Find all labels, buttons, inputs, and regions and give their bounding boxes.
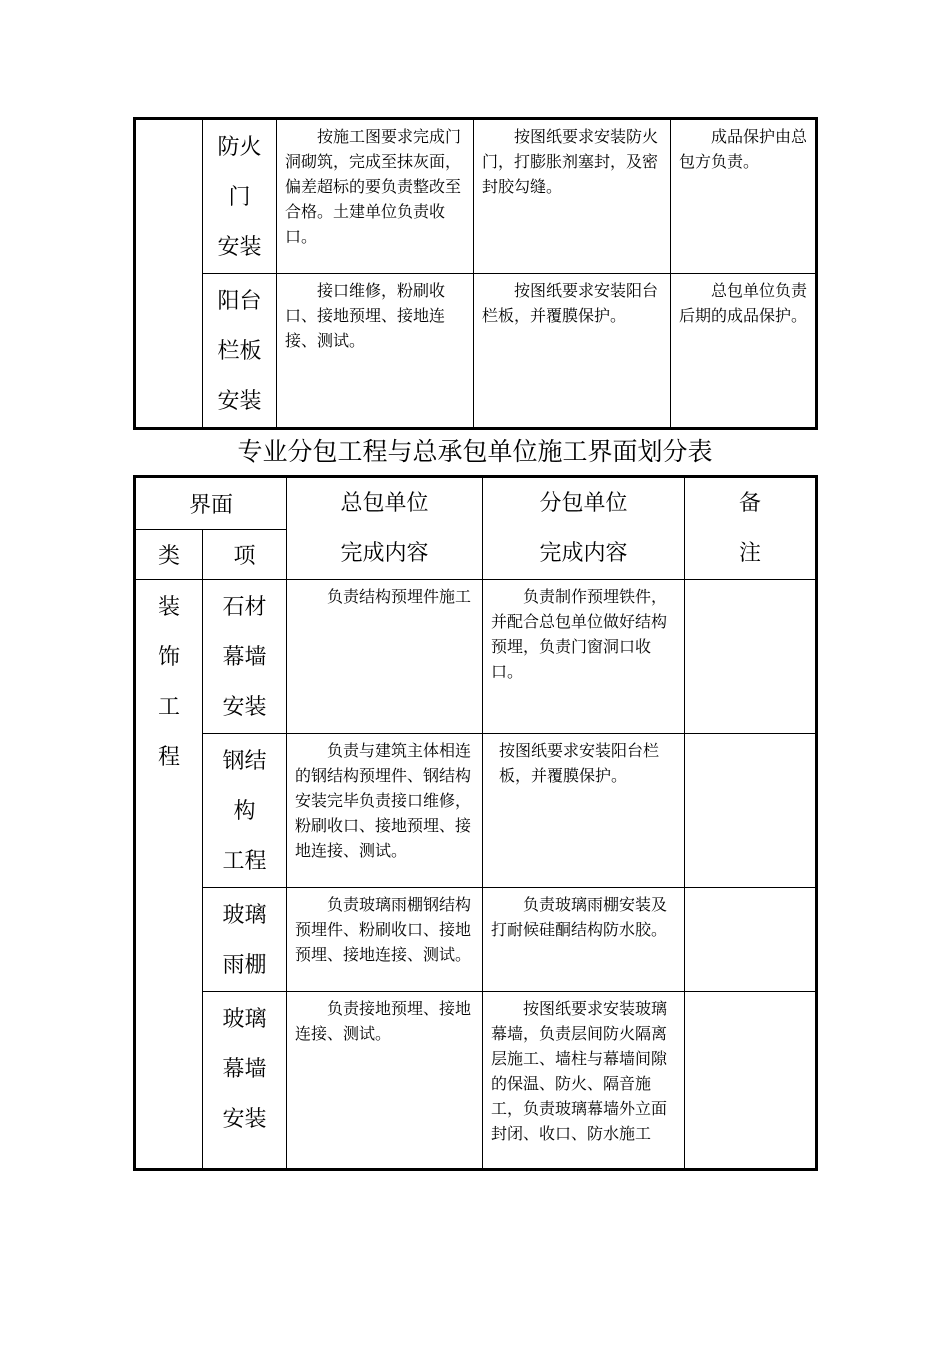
header-item: 项: [203, 530, 287, 580]
note-cell: [685, 888, 816, 992]
header-sub-line2: 完成内容: [539, 540, 628, 566]
category-cell: [136, 120, 203, 428]
header-sub-contractor: [483, 478, 685, 580]
category-char: 程: [157, 745, 180, 770]
item-line: 门: [228, 185, 251, 210]
table-row: [136, 274, 816, 428]
table-row: [136, 992, 816, 1169]
sub-contractor-cell: 负责制作预埋铁件，并配合总包单位做好结构预埋，负责门窗洞口收口。: [483, 580, 685, 734]
item-line: 幕墙: [222, 1057, 267, 1082]
item-line: 幕墙: [222, 645, 267, 670]
category-char: 饰: [157, 645, 180, 670]
header-main-contractor: [287, 478, 483, 580]
header-note-line2: 注: [739, 540, 762, 566]
category-char: 工: [157, 695, 180, 720]
item-line: 石材: [222, 595, 267, 620]
category-char: 装: [157, 595, 180, 620]
item-line: 阳台: [217, 289, 262, 314]
main-contractor-cell: 负责接地预埋、接地连接、测试。: [287, 992, 483, 1169]
note-cell: [685, 734, 816, 888]
main-contractor-cell: 负责结构预埋件施工: [287, 580, 483, 734]
note-cell: [685, 992, 816, 1169]
sub-contractor-cell: 按图纸要求安装阳台栏板，并覆膜保护。: [474, 274, 671, 428]
item-cell: [203, 580, 287, 734]
item-line: 栏板: [217, 339, 262, 364]
item-cell: [203, 274, 277, 428]
note-cell: 总包单位负责后期的成品保护。: [671, 274, 816, 428]
item-cell: [203, 888, 287, 992]
item-line: 雨棚: [222, 953, 267, 978]
item-line: 防火: [217, 135, 262, 160]
note-cell: 成品保护由总包方负责。: [671, 120, 816, 274]
main-contractor-cell: 按施工图要求完成门洞砌筑，完成至抹灰面，偏差超标的要负责整改至合格。土建单位负责收口。: [277, 120, 474, 274]
sub-contractor-cell: 按图纸要求安装防火门，打膨胀剂塞封，及密封胶勾缝。: [474, 120, 671, 274]
item-line: 工程: [222, 849, 267, 874]
header-category: 类: [136, 530, 203, 580]
interface-table: [135, 477, 816, 1169]
item-line: 安装: [222, 1107, 267, 1132]
item-line: 安装: [222, 695, 267, 720]
sub-contractor-cell: 负责玻璃雨棚安装及打耐候硅酮结构防水胶。: [483, 888, 685, 992]
sub-contractor-cell: 按图纸要求安装阳台栏板，并覆膜保护。: [483, 734, 685, 888]
header-row: [136, 478, 816, 530]
table-row: [136, 120, 816, 274]
item-line: 安装: [217, 389, 262, 414]
header-note: [685, 478, 816, 580]
item-cell: [203, 992, 287, 1169]
header-note-line1: 备: [739, 490, 762, 516]
main-contractor-cell: 负责与建筑主体相连的钢结构预埋件、钢结构安装完毕负责接口维修，粉刷收口、接地预埋、接地连接、测试。: [287, 734, 483, 888]
note-cell: [685, 580, 816, 734]
sub-contractor-cell: 按图纸要求安装玻璃幕墙，负责层间防火隔离层施工、墙柱与幕墙间隙的保温、防火、隔音施工，负责玻璃幕墙外立面封闭、收口、防水施工: [483, 992, 685, 1169]
table-title: 专业分包工程与总承包单位施工界面划分表: [237, 437, 713, 466]
header-sub-line1: 分包单位: [539, 490, 628, 516]
main-contractor-cell: 接口维修，粉刷收口、接地预埋、接地连接、测试。: [277, 274, 474, 428]
item-cell: [203, 734, 287, 888]
table-row: [136, 734, 816, 888]
header-main-line1: 总包单位: [340, 490, 429, 516]
table-continued: [135, 119, 816, 428]
main-contractor-cell: 负责玻璃雨棚钢结构预埋件、粉刷收口、接地预埋、接地连接、测试。: [287, 888, 483, 992]
item-cell: [203, 120, 277, 274]
table-row: [136, 888, 816, 992]
item-line: 构: [233, 799, 256, 824]
header-main-line2: 完成内容: [340, 540, 429, 566]
header-interface: 界面: [136, 478, 287, 530]
table-row: [136, 580, 816, 734]
item-line: 玻璃: [222, 903, 267, 928]
item-line: 钢结: [222, 749, 267, 774]
item-line: 玻璃: [222, 1007, 267, 1032]
category-cell: [136, 580, 203, 1169]
item-line: 安装: [217, 235, 262, 260]
